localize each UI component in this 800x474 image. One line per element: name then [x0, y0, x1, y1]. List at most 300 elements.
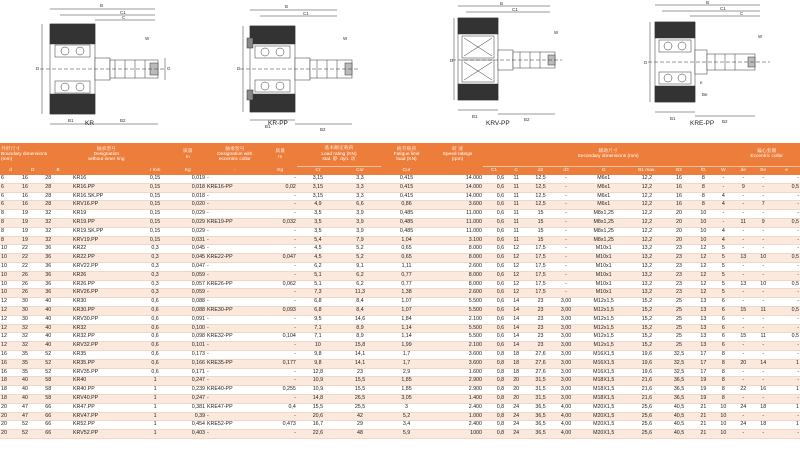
table-cell: 16	[21, 192, 44, 201]
table-row	[0, 192, 800, 201]
table-cell: 12,2	[629, 210, 664, 219]
table-cell: 23	[339, 368, 381, 377]
table-cell: 12	[505, 245, 527, 254]
table-cell: 10	[693, 227, 713, 236]
table-cell: 0,6	[483, 280, 505, 289]
table-cell: 25	[665, 324, 694, 333]
table-cell: -	[554, 192, 578, 201]
table-cell: 11	[733, 218, 753, 227]
col-c: C	[505, 166, 527, 175]
table-cell: KR30.PP	[72, 306, 141, 315]
table-cell: 36	[44, 254, 72, 263]
table-cell: 36	[44, 271, 72, 280]
table-cell: M16X1,5	[578, 350, 629, 359]
table-cell: 47	[21, 403, 44, 412]
table-cell: -	[773, 201, 800, 210]
table-cell: 16	[0, 368, 21, 377]
table-cell: 12	[0, 315, 21, 324]
table-cell: 14.000	[432, 175, 483, 183]
table-cell: 0,088	[169, 306, 206, 315]
col-speed	[432, 166, 483, 175]
table-cell: M6x1	[578, 192, 629, 201]
table-cell: 0,77	[381, 280, 432, 289]
table-cell: 18	[753, 403, 773, 412]
table-cell: 13,2	[629, 254, 664, 263]
table-cell: 0,173	[169, 350, 206, 359]
table-cell: M10x1	[578, 262, 629, 271]
table-cell: 5	[713, 271, 733, 280]
table-cell: 20	[733, 359, 753, 368]
table-cell: 28	[44, 201, 72, 210]
col-d2: d2	[527, 166, 554, 175]
table-cell: 0,8	[483, 377, 505, 386]
table-cell: -	[753, 324, 773, 333]
table-cell: 23	[665, 280, 694, 289]
col-de: de	[733, 166, 753, 175]
table-cell: 5.500	[432, 306, 483, 315]
table-cell: 14	[753, 359, 773, 368]
table-cell: KRE19-PP	[206, 218, 264, 227]
table-cell: -	[753, 262, 773, 271]
table-cell: M12x1,5	[578, 333, 629, 342]
table-cell: 6,2	[339, 280, 381, 289]
table-cell: 0,77	[381, 271, 432, 280]
table-cell: 18	[505, 350, 527, 359]
table-cell: 17,5	[527, 254, 554, 263]
table-cell: 12,2	[629, 175, 664, 183]
dim-label-b2: B2	[320, 127, 326, 132]
table-cell: 2.400	[432, 403, 483, 412]
table-cell: 0,6	[483, 227, 505, 236]
table-cell: 8	[0, 210, 21, 219]
table-cell: 3,00	[554, 394, 578, 403]
table-cell: 0,029	[169, 210, 206, 219]
table-row	[0, 403, 800, 412]
table-row	[0, 262, 800, 271]
dim-label-b: B	[500, 1, 504, 6]
table-cell: -	[206, 175, 264, 183]
table-cell: 12	[0, 333, 21, 342]
table-cell: 40	[44, 315, 72, 324]
table-cell: -	[554, 262, 578, 271]
table-cell: M18X1,5	[578, 394, 629, 403]
table-cell: KRE40-PP	[206, 386, 264, 395]
caption-krv-pp: KRV-PP	[486, 120, 510, 127]
table-cell: -	[206, 245, 264, 254]
table-cell: 14	[505, 315, 527, 324]
table-cell: KR16	[72, 175, 141, 183]
table-cell: KRV19.PP	[72, 236, 141, 245]
table-cell: 36,5	[527, 430, 554, 439]
col-cur: Cur	[381, 166, 432, 175]
table-cell: 0,5	[773, 306, 800, 315]
table-cell: -	[773, 298, 800, 307]
table-cell: 15	[527, 210, 554, 219]
table-cell: 21	[693, 403, 713, 412]
table-cell: 20,6	[297, 412, 339, 421]
table-cell: -	[554, 236, 578, 245]
table-cell: 25,6	[629, 403, 664, 412]
table-cell: 6,8	[297, 306, 339, 315]
table-cell: 0,15	[141, 210, 170, 219]
table-cell: 0,059	[169, 271, 206, 280]
table-cell: 1,04	[381, 236, 432, 245]
table-row	[0, 175, 800, 183]
table-cell: 0,3	[141, 262, 170, 271]
table-cell: KRE30-PP	[206, 306, 264, 315]
table-cell: 8	[713, 386, 733, 395]
dim-label-d-outer: D	[644, 60, 648, 65]
table-cell: 1	[141, 377, 170, 386]
table-cell: 14,1	[339, 350, 381, 359]
table-cell: 15,2	[629, 342, 664, 351]
table-cell: 0,4	[264, 403, 297, 412]
table-cell: 17,5	[527, 280, 554, 289]
table-row	[0, 201, 800, 210]
table-cell: 23	[665, 254, 694, 263]
table-cell: 5	[713, 280, 733, 289]
table-cell: KR35.PP	[72, 359, 141, 368]
table-cell: -	[773, 394, 800, 403]
table-cell: 13,2	[629, 271, 664, 280]
table-cell: 17	[693, 368, 713, 377]
table-cell: 25	[665, 333, 694, 342]
table-cell: 4,9	[297, 201, 339, 210]
table-cell: -	[753, 227, 773, 236]
table-cell: 31,5	[527, 386, 554, 395]
table-cell: -	[773, 342, 800, 351]
table-cell: 0,454	[169, 421, 206, 430]
table-cell: 32	[44, 227, 72, 236]
dim-label-d-outer: D	[237, 66, 241, 71]
table-cell: -	[753, 210, 773, 219]
table-cell: 24	[505, 412, 527, 421]
table-cell: 3.600	[432, 201, 483, 210]
table-cell: 36	[44, 262, 72, 271]
table-cell: -	[264, 192, 297, 201]
table-cell: 32,5	[665, 368, 694, 377]
table-cell: 3,00	[554, 306, 578, 315]
dim-label-w: W	[145, 36, 150, 41]
table-cell: 10	[0, 262, 21, 271]
table-cell: 3,3	[339, 183, 381, 192]
table-cell: 1,85	[381, 386, 432, 395]
dim-label-b1: B1	[68, 118, 74, 123]
dim-label-b2: B2	[722, 119, 728, 124]
table-cell: 12,2	[629, 201, 664, 210]
table-cell: 17,5	[527, 271, 554, 280]
table-cell: M18X1,5	[578, 386, 629, 395]
table-cell: 12,5	[527, 175, 554, 183]
table-cell: 6,2	[297, 262, 339, 271]
table-cell: 8	[713, 359, 733, 368]
table-cell: -	[264, 315, 297, 324]
table-cell: 15	[527, 218, 554, 227]
table-cell: 40,5	[665, 430, 694, 439]
table-cell: 30	[21, 298, 44, 307]
table-cell: 1,84	[381, 315, 432, 324]
table-cell: 6	[713, 333, 733, 342]
table-cell: 5,2	[339, 245, 381, 254]
table-cell: 42	[339, 412, 381, 421]
table-cell: -	[264, 430, 297, 439]
table-cell: 0,057	[169, 280, 206, 289]
table-cell: -	[733, 210, 753, 219]
table-cell: 0,6	[483, 289, 505, 298]
table-cell: 12	[505, 289, 527, 298]
table-cell: -	[733, 377, 753, 386]
table-cell: 8	[693, 192, 713, 201]
table-cell: -	[206, 192, 264, 201]
table-cell: 22	[21, 254, 44, 263]
dim-label-b: B	[706, 0, 710, 5]
table-cell: 0,029	[169, 218, 206, 227]
table-cell: 0,8	[483, 386, 505, 395]
table-cell: 0,3	[141, 289, 170, 298]
caption-kr-pp: KR-PP	[268, 120, 288, 127]
table-cell: 6,2	[339, 271, 381, 280]
table-cell: KR22.PP	[72, 254, 141, 263]
table-cell: 11,3	[339, 289, 381, 298]
table-cell: 24	[733, 421, 753, 430]
table-cell: 13	[733, 254, 753, 263]
table-cell: 0,485	[381, 210, 432, 219]
table-cell: 40	[44, 342, 72, 351]
table-cell: 11	[505, 218, 527, 227]
table-cell: 36	[44, 280, 72, 289]
table-cell: -	[753, 175, 773, 183]
table-cell: KR52.PP	[72, 421, 141, 430]
table-cell: 0,8	[483, 421, 505, 430]
header-mass-eccentric: 质量 m	[264, 143, 297, 166]
table-cell: 21	[693, 430, 713, 439]
table-cell: 12	[0, 342, 21, 351]
col-ecc-mass: Kg	[264, 166, 297, 175]
table-row	[0, 359, 800, 368]
table-cell: KRE52-PP	[206, 421, 264, 430]
table-cell: 0,6	[483, 254, 505, 263]
table-cell: -	[206, 394, 264, 403]
table-cell: -	[554, 280, 578, 289]
table-cell: 1,07	[381, 298, 432, 307]
table-cell: 3,00	[554, 324, 578, 333]
table-cell: 8,9	[339, 333, 381, 342]
table-cell: 0,403	[169, 430, 206, 439]
table-cell: 11.000	[432, 227, 483, 236]
table-cell: 3,05	[381, 394, 432, 403]
table-cell: -	[554, 289, 578, 298]
table-cell: 40	[21, 386, 44, 395]
table-cell: KRV35.PP	[72, 368, 141, 377]
table-cell: 5,2	[381, 412, 432, 421]
table-cell: KR26	[72, 271, 141, 280]
table-cell: 22	[21, 262, 44, 271]
table-cell: 10,9	[297, 377, 339, 386]
table-cell: 18	[753, 421, 773, 430]
table-cell: 4	[713, 192, 733, 201]
table-cell: 0,86	[381, 201, 432, 210]
table-cell: 5.500	[432, 298, 483, 307]
table-cell: KRE26-PP	[206, 280, 264, 289]
table-cell: M20X1,5	[578, 412, 629, 421]
table-cell: 11.000	[432, 218, 483, 227]
table-cell: 0,8	[483, 394, 505, 403]
table-cell: -	[733, 394, 753, 403]
dim-label-d-outer: D	[450, 58, 454, 63]
col-b1max: B1 max.	[629, 166, 664, 175]
table-cell: 22	[733, 386, 753, 395]
table-cell: 4	[713, 236, 733, 245]
table-cell: 5,4	[297, 236, 339, 245]
table-cell: 19	[21, 227, 44, 236]
col-d: d	[0, 166, 21, 175]
table-cell: 20	[665, 218, 694, 227]
table-cell: 5,1	[297, 280, 339, 289]
table-cell: 3,9	[339, 210, 381, 219]
table-cell: -	[206, 201, 264, 210]
table-cell: 31,5	[527, 377, 554, 386]
table-cell: 21,6	[629, 377, 664, 386]
col-D: D	[21, 166, 44, 175]
table-cell: M10x1	[578, 271, 629, 280]
table-cell: 1,11	[381, 262, 432, 271]
table-cell: -	[206, 227, 264, 236]
table-cell: M18X1,5	[578, 377, 629, 386]
table-cell: 19,6	[629, 368, 664, 377]
header-secondary-dimensions: 辅助尺寸 Secondary dimensions (mm)	[483, 143, 733, 166]
table-cell: 24	[505, 421, 527, 430]
table-cell: 27,6	[527, 359, 554, 368]
table-cell: 0,032	[264, 218, 297, 227]
table-cell: 0,047	[169, 262, 206, 271]
table-cell: 8,4	[339, 298, 381, 307]
table-cell: 66	[44, 403, 72, 412]
table-cell: 9,8	[297, 350, 339, 359]
table-cell: 1.600	[432, 368, 483, 377]
table-cell: 0,247	[169, 377, 206, 386]
table-cell: 6	[713, 306, 733, 315]
table-cell: 36	[44, 289, 72, 298]
table-cell: 0,6	[483, 201, 505, 210]
table-cell: 1,07	[381, 306, 432, 315]
table-cell: 36,5	[527, 412, 554, 421]
table-cell: -	[264, 236, 297, 245]
caption-kr: KR	[85, 120, 95, 127]
dim-label-b1: B1	[472, 114, 478, 119]
drawing-kr	[0, 0, 200, 140]
table-cell: 5.500	[432, 333, 483, 342]
table-cell: 14,8	[297, 394, 339, 403]
table-cell: 25,5	[339, 403, 381, 412]
table-cell: KR19	[72, 210, 141, 219]
table-cell: 16	[21, 183, 44, 192]
table-cell: -	[733, 324, 753, 333]
table-cell: 10	[713, 403, 733, 412]
drawing-kre-pp	[640, 0, 800, 140]
table-cell: 21,6	[629, 386, 664, 395]
table-cell: 12	[505, 271, 527, 280]
table-cell: 11	[505, 210, 527, 219]
table-cell: 9	[753, 218, 773, 227]
table-cell: 5	[713, 245, 733, 254]
table-cell: -	[206, 368, 264, 377]
table-cell: 14,6	[339, 315, 381, 324]
table-cell: 23	[665, 271, 694, 280]
table-cell: KR26.PP	[72, 280, 141, 289]
table-cell: -	[554, 218, 578, 227]
table-cell: 58	[44, 377, 72, 386]
table-cell: 0,059	[169, 289, 206, 298]
table-cell: 15	[527, 236, 554, 245]
table-cell: 23	[665, 289, 694, 298]
table-cell: 3.100	[432, 236, 483, 245]
table-cell: 32	[21, 333, 44, 342]
table-cell: 0,6	[483, 306, 505, 315]
table-cell: 0,247	[169, 394, 206, 403]
table-cell: 10	[297, 342, 339, 351]
table-cell: 26	[21, 289, 44, 298]
table-cell: 1	[773, 421, 800, 430]
table-cell: 15,8	[339, 342, 381, 351]
table-cell: 0,062	[264, 280, 297, 289]
table-cell: 20	[665, 227, 694, 236]
table-cell: 15,5	[339, 386, 381, 395]
table-cell: 25,6	[629, 430, 664, 439]
table-cell: 0,485	[381, 218, 432, 227]
col-cr: Cr	[297, 166, 339, 175]
dim-label-c1: C1	[512, 7, 518, 12]
table-cell: 0,255	[264, 386, 297, 395]
table-row	[0, 280, 800, 289]
table-cell: 10	[693, 236, 713, 245]
table-cell: -	[773, 350, 800, 359]
table-cell: 15,5	[297, 403, 339, 412]
table-cell: 1,14	[381, 324, 432, 333]
table-cell: 40	[44, 306, 72, 315]
table-row	[0, 421, 800, 430]
table-cell: M12x1,5	[578, 315, 629, 324]
table-cell: 0,098	[169, 333, 206, 342]
table-cell: 0,15	[141, 227, 170, 236]
table-cell: KRE16-PP	[206, 183, 264, 192]
table-cell: 16	[0, 359, 21, 368]
table-cell: 35	[21, 350, 44, 359]
table-cell: 1	[141, 403, 170, 412]
table-cell: 14	[505, 298, 527, 307]
table-cell: 35	[21, 368, 44, 377]
table-cell: 12	[0, 306, 21, 315]
table-cell: 19	[693, 394, 713, 403]
table-cell: 32	[21, 324, 44, 333]
table-cell: 0,020	[169, 201, 206, 210]
table-cell: 11	[505, 175, 527, 183]
header-load-rating: 基本额定载荷 Load rating (KN) stat. 静 dyn. 动	[297, 143, 381, 166]
table-cell: 9,5	[297, 315, 339, 324]
table-cell: 8.000	[432, 271, 483, 280]
table-cell: KR16.SK.PP	[72, 192, 141, 201]
table-cell: 0,029	[169, 227, 206, 236]
table-cell: 1,85	[381, 377, 432, 386]
table-cell: 15	[733, 306, 753, 315]
table-cell: KRV22.PP	[72, 262, 141, 271]
table-cell: -	[753, 236, 773, 245]
table-cell: 14	[505, 333, 527, 342]
table-cell: 3,4	[381, 421, 432, 430]
table-cell: 0,171	[169, 368, 206, 377]
table-cell: 0,65	[381, 254, 432, 263]
table-cell: 1	[141, 394, 170, 403]
table-cell: 35	[21, 359, 44, 368]
